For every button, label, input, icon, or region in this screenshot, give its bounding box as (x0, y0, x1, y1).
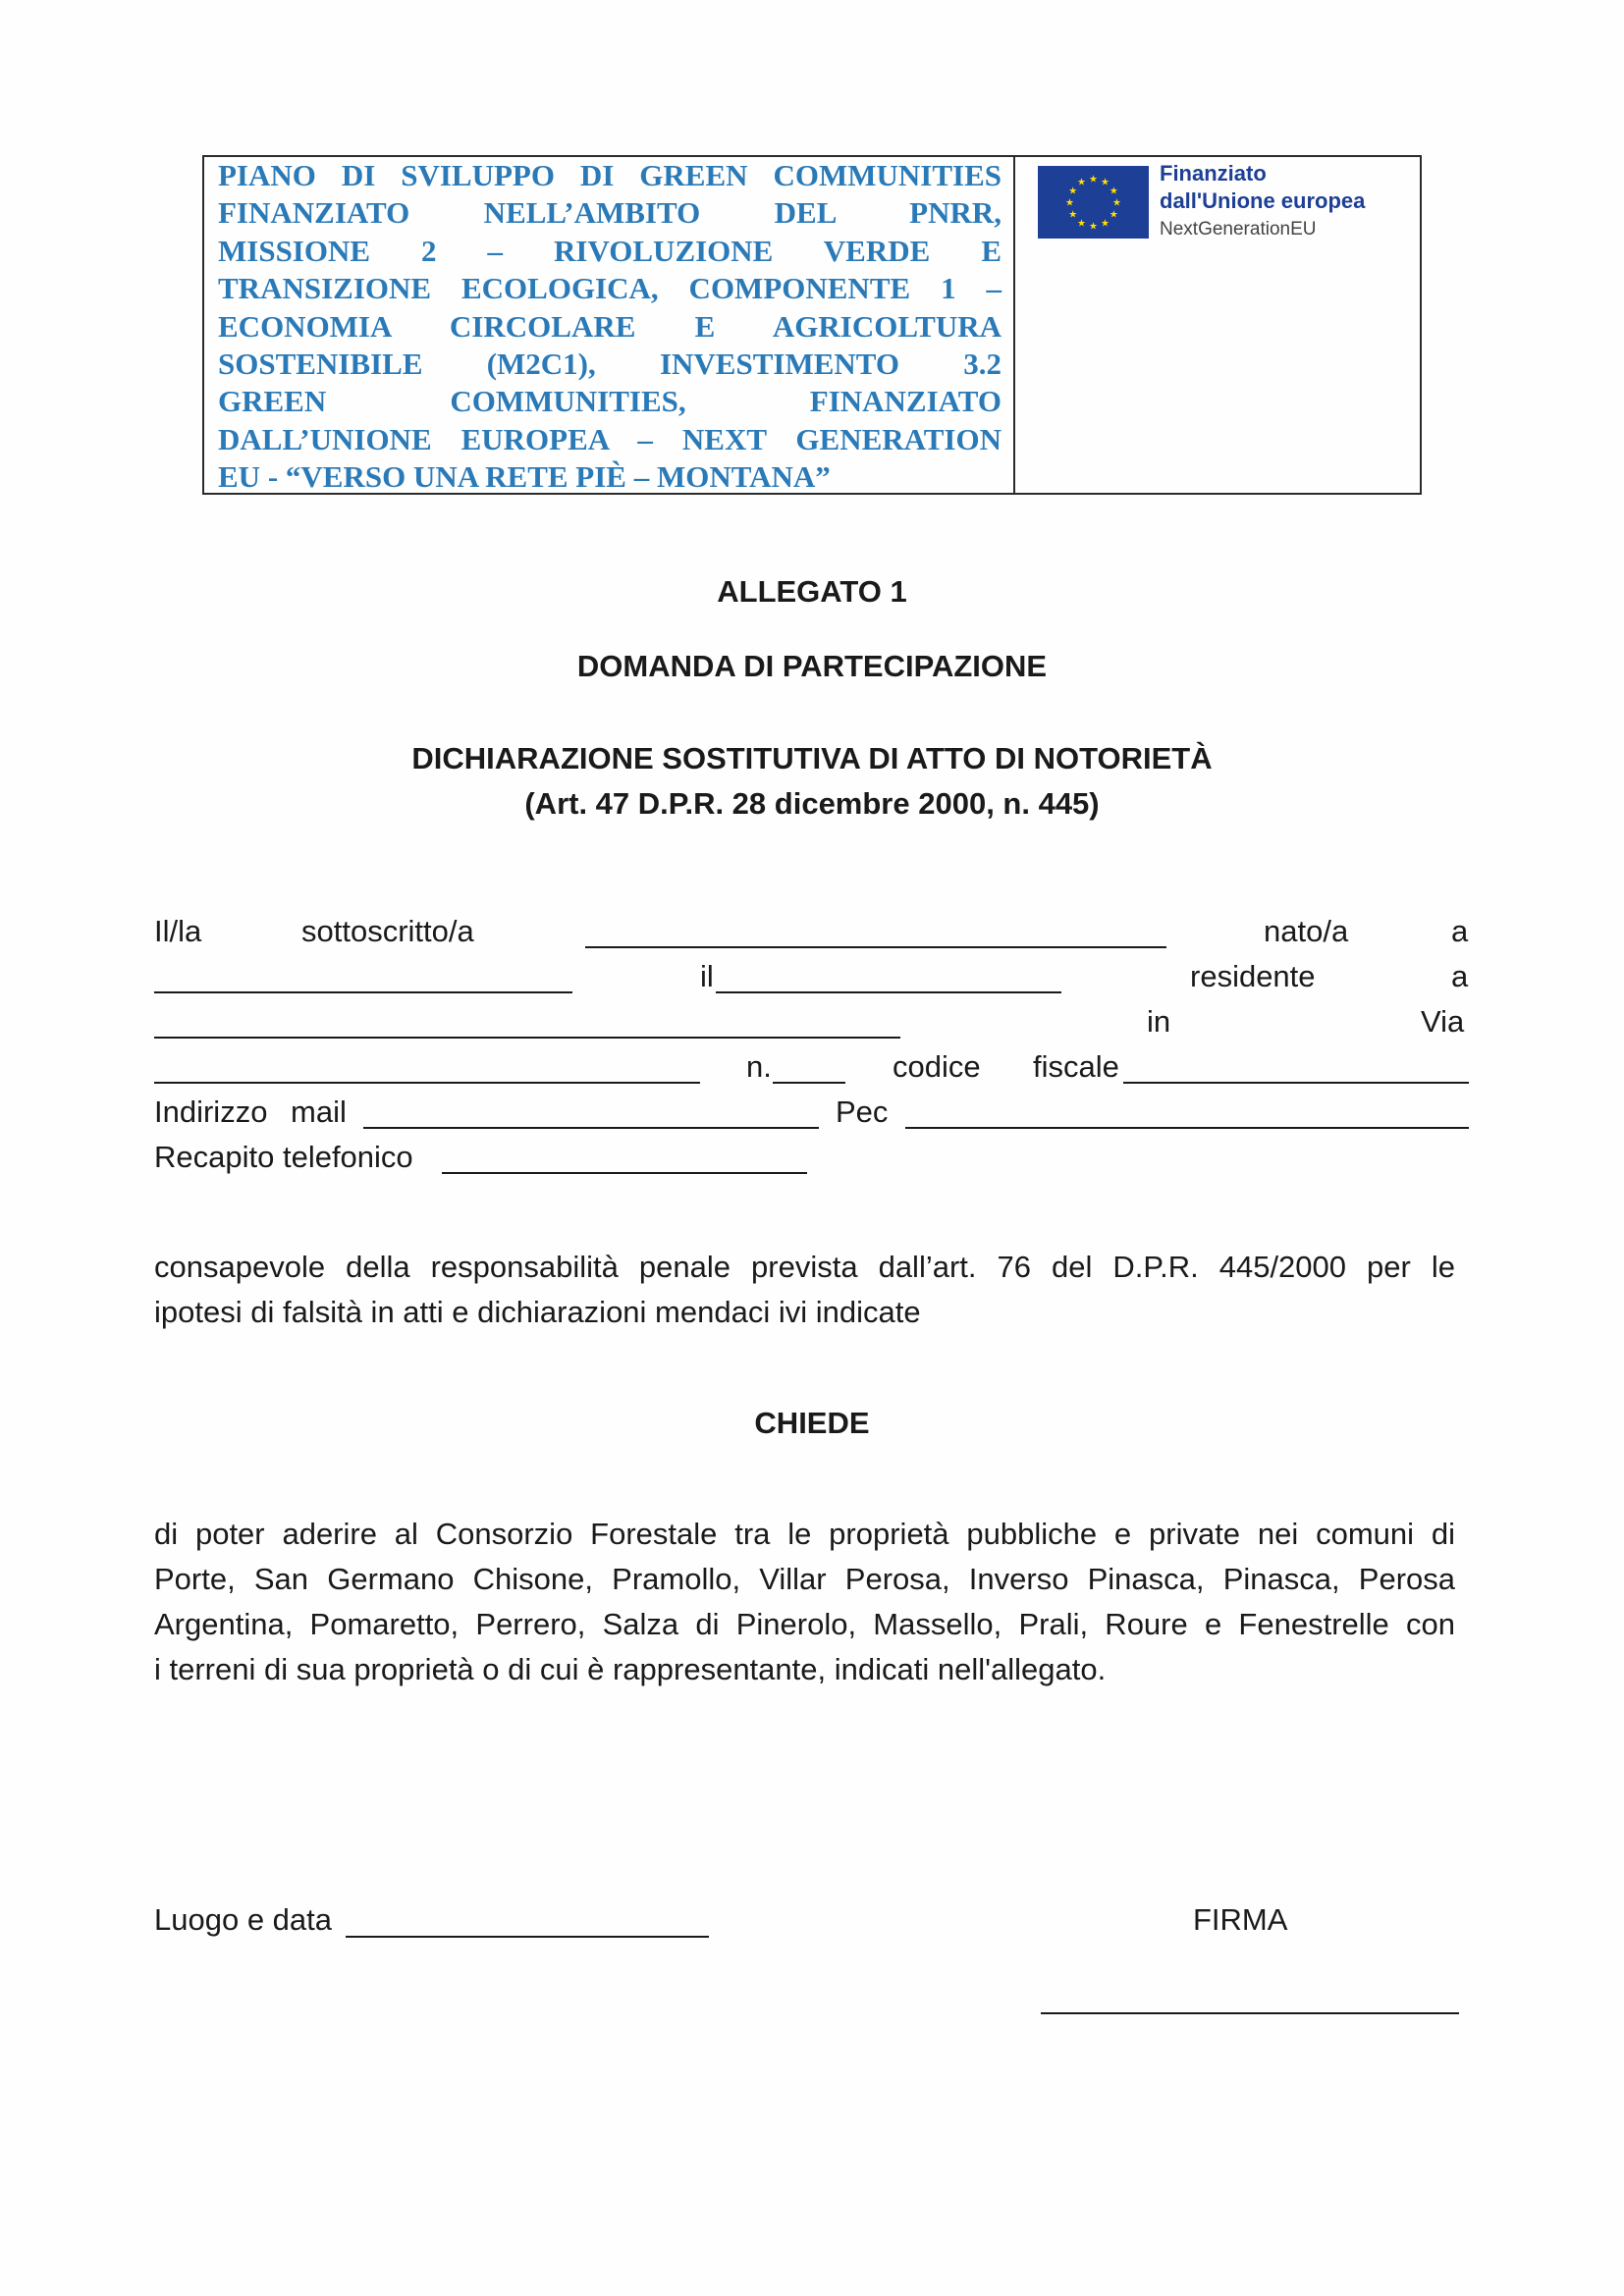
header-line: EU - “VERSO UNA RETE PIÈ – MONTANA” (218, 459, 831, 495)
paragraph-line: Porte, San Germano Chisone, Pramollo, Villar Perosa, Inverso Pinasca, Pinasca, Perosa (154, 1562, 1455, 1596)
header-line: TRANSIZIONE ECOLOGICA, COMPONENTE 1 – (218, 271, 1001, 306)
articolo-title: (Art. 47 D.P.R. 28 dicembre 2000, n. 445) (524, 786, 1100, 821)
eu-star-icon: ★ (1089, 174, 1098, 186)
recapito-label: Recapito telefonico (154, 1140, 413, 1174)
sottoscritto-label: sottoscritto/a (301, 914, 474, 948)
richiesta-paragraph (154, 1512, 1455, 1692)
header-line: DALL’UNIONE EUROPEA – NEXT GENERATION (218, 421, 1001, 456)
indirizzo-label: Indirizzo (154, 1095, 268, 1129)
luogo-data-label: Luogo e data (154, 1902, 333, 1937)
header-line: GREEN COMMUNITIES, FINANZIATO (218, 384, 1001, 419)
eu-logo-subtext: NextGenerationEU (1160, 219, 1317, 240)
eu-star-icon: ★ (1077, 218, 1086, 230)
pec-field[interactable] (905, 1127, 1469, 1129)
paragraph-line: i terreni di sua proprietà o di cui è rappresentante, indicati nell'allegato. (154, 1652, 1107, 1686)
residence-city-field[interactable] (154, 1037, 900, 1039)
eu-star-icon: ★ (1068, 209, 1078, 221)
eu-logo-text: dall'Unione europea (1160, 188, 1366, 213)
firma-label: FIRMA (1193, 1902, 1288, 1937)
il-la-label: Il/la (154, 914, 202, 948)
pec-label: Pec (836, 1095, 889, 1129)
eu-flag-icon (1038, 166, 1149, 239)
residente-label: residente (1190, 959, 1316, 993)
eu-star-icon: ★ (1077, 177, 1086, 188)
eu-star-icon: ★ (1065, 197, 1074, 209)
mail-label: mail (291, 1095, 347, 1129)
signature-field[interactable] (1041, 2012, 1459, 2014)
eu-star-icon: ★ (1101, 177, 1110, 188)
nato-label: nato/a (1264, 914, 1349, 948)
street-field[interactable] (154, 1082, 700, 1084)
in-label: in (1147, 1004, 1171, 1039)
house-number-field[interactable] (773, 1082, 845, 1084)
a-label: a (1451, 959, 1469, 993)
eu-star-icon: ★ (1112, 197, 1121, 209)
codice-label: codice (893, 1049, 981, 1084)
header-title (218, 157, 1001, 497)
allegato-title: ALLEGATO 1 (717, 574, 907, 609)
consapevole-paragraph (154, 1245, 1455, 1335)
il-label: il (700, 959, 714, 993)
domanda-title: DOMANDA DI PARTECIPAZIONE (576, 649, 1048, 683)
eu-star-icon: ★ (1109, 186, 1118, 197)
name-field[interactable] (585, 946, 1166, 948)
n-label: n. (746, 1049, 772, 1084)
via-label: Via (1421, 1004, 1465, 1039)
header-line: MISSIONE 2 – RIVOLUZIONE VERDE E (218, 233, 1001, 268)
dichiarazione-title: DICHIARAZIONE SOSTITUTIVA DI ATTO DI NOTORIETÀ (411, 741, 1213, 775)
paragraph-line: consapevole della responsabilità penale prevista dall’art. 76 del D.P.R. 445/2000 per le (154, 1250, 1455, 1284)
header-line: SOSTENIBILE (M2C1), INVESTIMENTO 3.2 (218, 347, 1001, 382)
a-label: a (1451, 914, 1469, 948)
birthplace-field[interactable] (154, 991, 572, 993)
paragraph-line: ipotesi di falsità in atti e dichiarazioni mendaci ivi indicate (154, 1295, 921, 1329)
place-date-field[interactable] (346, 1936, 709, 1938)
header-line: FINANZIATO NELL’AMBITO DEL PNRR, (218, 195, 1001, 231)
paragraph-line: Argentina, Pomaretto, Perrero, Salza di Pinerolo, Massello, Prali, Roure e Fenestrelle con (154, 1607, 1455, 1641)
fiscale-label: fiscale (1033, 1049, 1119, 1084)
email-field[interactable] (363, 1127, 819, 1129)
header-line: ECONOMIA CIRCOLARE E AGRICOLTURA (218, 308, 1001, 344)
eu-star-icon: ★ (1068, 186, 1078, 197)
eu-star-icon: ★ (1109, 209, 1118, 221)
header-line: PIANO DI SVILUPPO DI GREEN COMMUNITIES (218, 158, 1001, 192)
eu-star-icon: ★ (1101, 218, 1110, 230)
phone-field[interactable] (442, 1172, 807, 1174)
tax-code-field[interactable] (1123, 1082, 1469, 1084)
chiede-heading: CHIEDE (754, 1406, 870, 1440)
eu-star-icon: ★ (1089, 221, 1098, 233)
header-divider (1013, 155, 1015, 495)
birthdate-field[interactable] (716, 991, 1061, 993)
eu-logo-text: Finanziato (1160, 161, 1267, 186)
paragraph-line: di poter aderire al Consorzio Forestale tra le proprietà pubbliche e private nei comuni di (154, 1517, 1455, 1551)
